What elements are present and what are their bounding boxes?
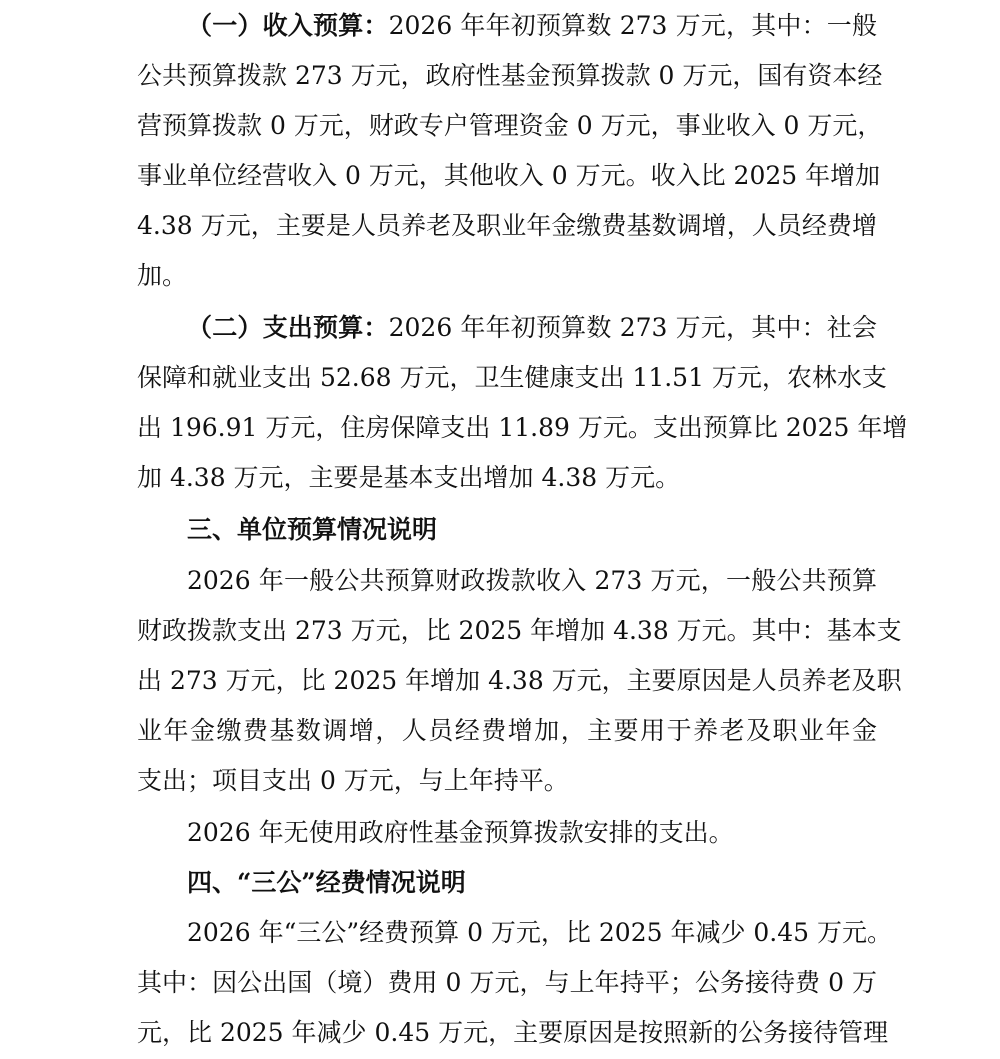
paragraph-line: 出 273 万元，比 2025 年增加 4.38 万元，主要原因是人员养老及职 (137, 666, 902, 695)
section-label: （一）收入预算： (187, 11, 389, 40)
paragraph-line: 元，比 2025 年减少 0.45 万元，主要原因是按照新的公务接待管理 (137, 1018, 889, 1047)
paragraph-line: 2026 年一般公共预算财政拨款收入 273 万元，一般公共预算 (187, 566, 877, 595)
paragraph-line: 出 196.91 万元，住房保障支出 11.89 万元。支出预算比 2025 年增 (137, 413, 908, 442)
paragraph-line: 营预算拨款 0 万元，财政专户管理资金 0 万元，事业收入 0 万元， (137, 111, 883, 140)
line-text: 2026 年年初预算数 273 万元，其中：社会 (388, 313, 877, 342)
paragraph-line: 业年金缴费基数调增，人员经费增加，主要用于养老及职业年金 (137, 716, 877, 745)
paragraph-line (187, 6, 877, 46)
paragraph-line: 事业单位经营收入 0 万元，其他收入 0 万元。收入比 2025 年增加 (137, 161, 881, 190)
paragraph-line: 保障和就业支出 52.68 万元，卫生健康支出 11.51 万元，农林水支 (137, 363, 887, 392)
paragraph-line: 4.38 万元，主要是人员养老及职业年金缴费基数调增，人员经费增 (137, 211, 877, 240)
section-heading: 四、“三公”经费情况说明 (187, 868, 466, 897)
paragraph-line: 2026 年“三公”经费预算 0 万元，比 2025 年减少 0.45 万元。 (187, 918, 893, 947)
paragraph-line: 加 4.38 万元，主要是基本支出增加 4.38 万元。 (137, 463, 681, 492)
paragraph-line (187, 308, 877, 348)
paragraph-line: 公共预算拨款 273 万元，政府性基金预算拨款 0 万元，国有资本经 (137, 61, 883, 90)
section-heading: 三、单位预算情况说明 (187, 515, 438, 544)
line-text: 2026 年年初预算数 273 万元，其中：一般 (388, 11, 877, 40)
paragraph-line: 财政拨款支出 273 万元，比 2025 年增加 4.38 万元。其中：基本支 (137, 616, 902, 645)
paragraph-line: 加。 (137, 261, 188, 290)
section-label: （二）支出预算： (187, 313, 389, 342)
paragraph-line: 其中：因公出国（境）费用 0 万元，与上年持平；公务接待费 0 万 (137, 968, 877, 997)
paragraph-line: 2026 年无使用政府性基金预算拨款安排的支出。 (187, 818, 734, 847)
paragraph-line: 支出；项目支出 0 万元，与上年持平。 (137, 766, 569, 795)
